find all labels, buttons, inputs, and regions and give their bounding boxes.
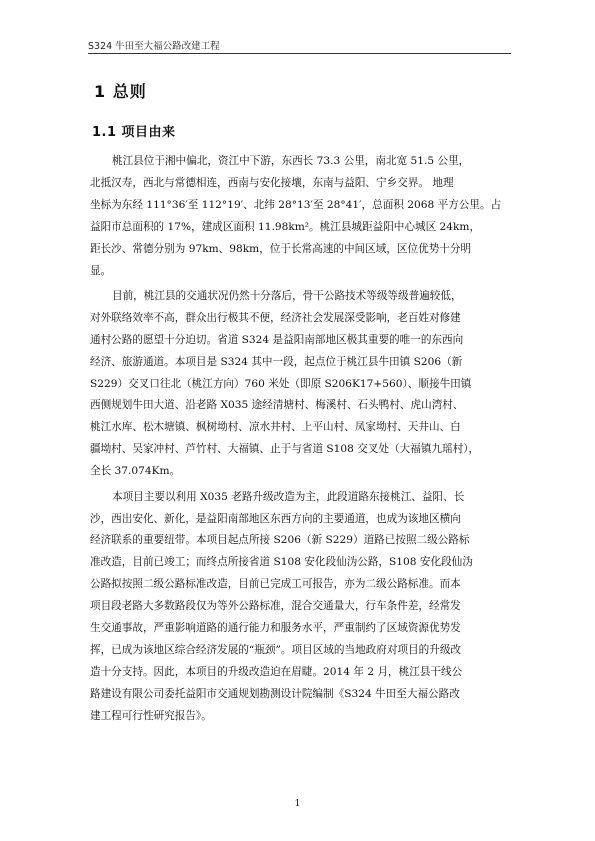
text-line: 西侧规划牛田大道、沿老路 X035 途经清塘村、梅溪村、石头鸭村、虎山湾村、	[90, 399, 464, 412]
text-line: 通村公路的愿望十分迫切。省道 S324 是益阳南部地区极其重要的唯一的东西向	[90, 333, 464, 346]
text-line: 对外联络效率不高，群众出行极其不便，经济社会发展深受影响，老百姓对修建	[90, 311, 461, 324]
paragraph-3	[90, 487, 512, 728]
page-number: 1	[294, 798, 301, 809]
text-line: 桃江县位于湘中偏北，资江中下游，东西长 73.3 公里，南北宽 51.5 公里，	[112, 155, 470, 167]
text-line: S229）交叉口往北（桃江方向）760 米处（即原 S206K17+560）、顺接牛田镇	[90, 377, 472, 390]
section-heading: 1.1 项目由来	[92, 125, 176, 140]
text-line: 公路拟按照二级公路标准改造，目前已完成工可报告，亦为二级公路标准。而本	[90, 578, 461, 591]
text-line: 本项目主要以利用 X035 老路升级改造为主，此段道路东接桃江、益阳、长	[112, 490, 465, 503]
text-line: 目前，桃江县的交通状况仍然十分落后，骨干公路技术等级等级普遍较低，	[112, 289, 462, 302]
text-line: 项目段老路大多数路段仅为等外公路标准，混合交通量大，行车条件差，经常发	[90, 600, 461, 613]
text-line: 疆坳村、吴家冲村、芦竹村、大福镇、止于与省道 S108 交叉处（大福镇九瑶村），	[90, 443, 480, 456]
running-header: S324 牛田至大福公路改建工程	[88, 41, 220, 52]
body-text	[90, 151, 512, 731]
text-line: 全长 37.074Km。	[90, 465, 181, 478]
text-line: 距长沙、常德分别为 97km、98km，位于长常高速的中间区域，区位优势十分明	[90, 242, 472, 255]
text-line: 造十分支持。因此，本项目的升级改造迫在眉睫。2014 年 2 月，桃江县干线公	[90, 665, 463, 678]
text-line: 路建设有限公司委托益阳市交通规划勘测设计院编制《S324 牛田至大福公路改	[90, 687, 460, 700]
text-line: 沙，西出安化、新化，是益阳南部地区东西方向的主要通道，也成为该地区横向	[90, 512, 461, 525]
text-line: 经济联系的重要纽带。本项目起点所接 S206（新 S229）道路已按照二级公路标	[90, 534, 470, 547]
paragraph-1	[90, 151, 512, 282]
text-line: 益阳市总面积的 17%，建成区面积 11.98km²。桃江县城距益阳中心城区 24km，	[90, 220, 481, 233]
text-line: 北抵汉寿，西北与常德相连，西南与安化接壤，东南与益阳、宁乡交界。 地理	[90, 176, 454, 189]
text-line: 准改造，目前已竣工；而终点所接省道 S108 安化段仙沩公路，S108 安化段仙沩	[90, 556, 473, 569]
chapter-heading: 1 总则	[94, 82, 147, 101]
text-line: 经济、旅游通道。本项目是 S324 其中一段，起点位于桃江县牛田镇 S206（新	[90, 355, 463, 368]
text-line: 挥，已成为该地区综合经济发展的“瓶颈”。项目区域的当地政府对项目的升级改	[90, 643, 462, 656]
text-line: 坐标为东经 111°36′至 112°19′、北纬 28°13′至 28°41′，总面积 2068 平方公里。占	[90, 198, 502, 211]
text-line: 显。	[90, 264, 112, 277]
text-line: 桃江水库、松木塘镇、枫树坳村、凉水井村、上平山村、凤家坳村、天井山、白	[90, 421, 461, 434]
text-line: 生交通事故，严重影响道路的通行能力和服务水平，严重制约了区域资源优势发	[90, 622, 461, 635]
text-line: 建工程可行性研究报告》。	[90, 709, 212, 722]
paragraph-2	[90, 286, 512, 483]
header-rule	[88, 53, 511, 54]
